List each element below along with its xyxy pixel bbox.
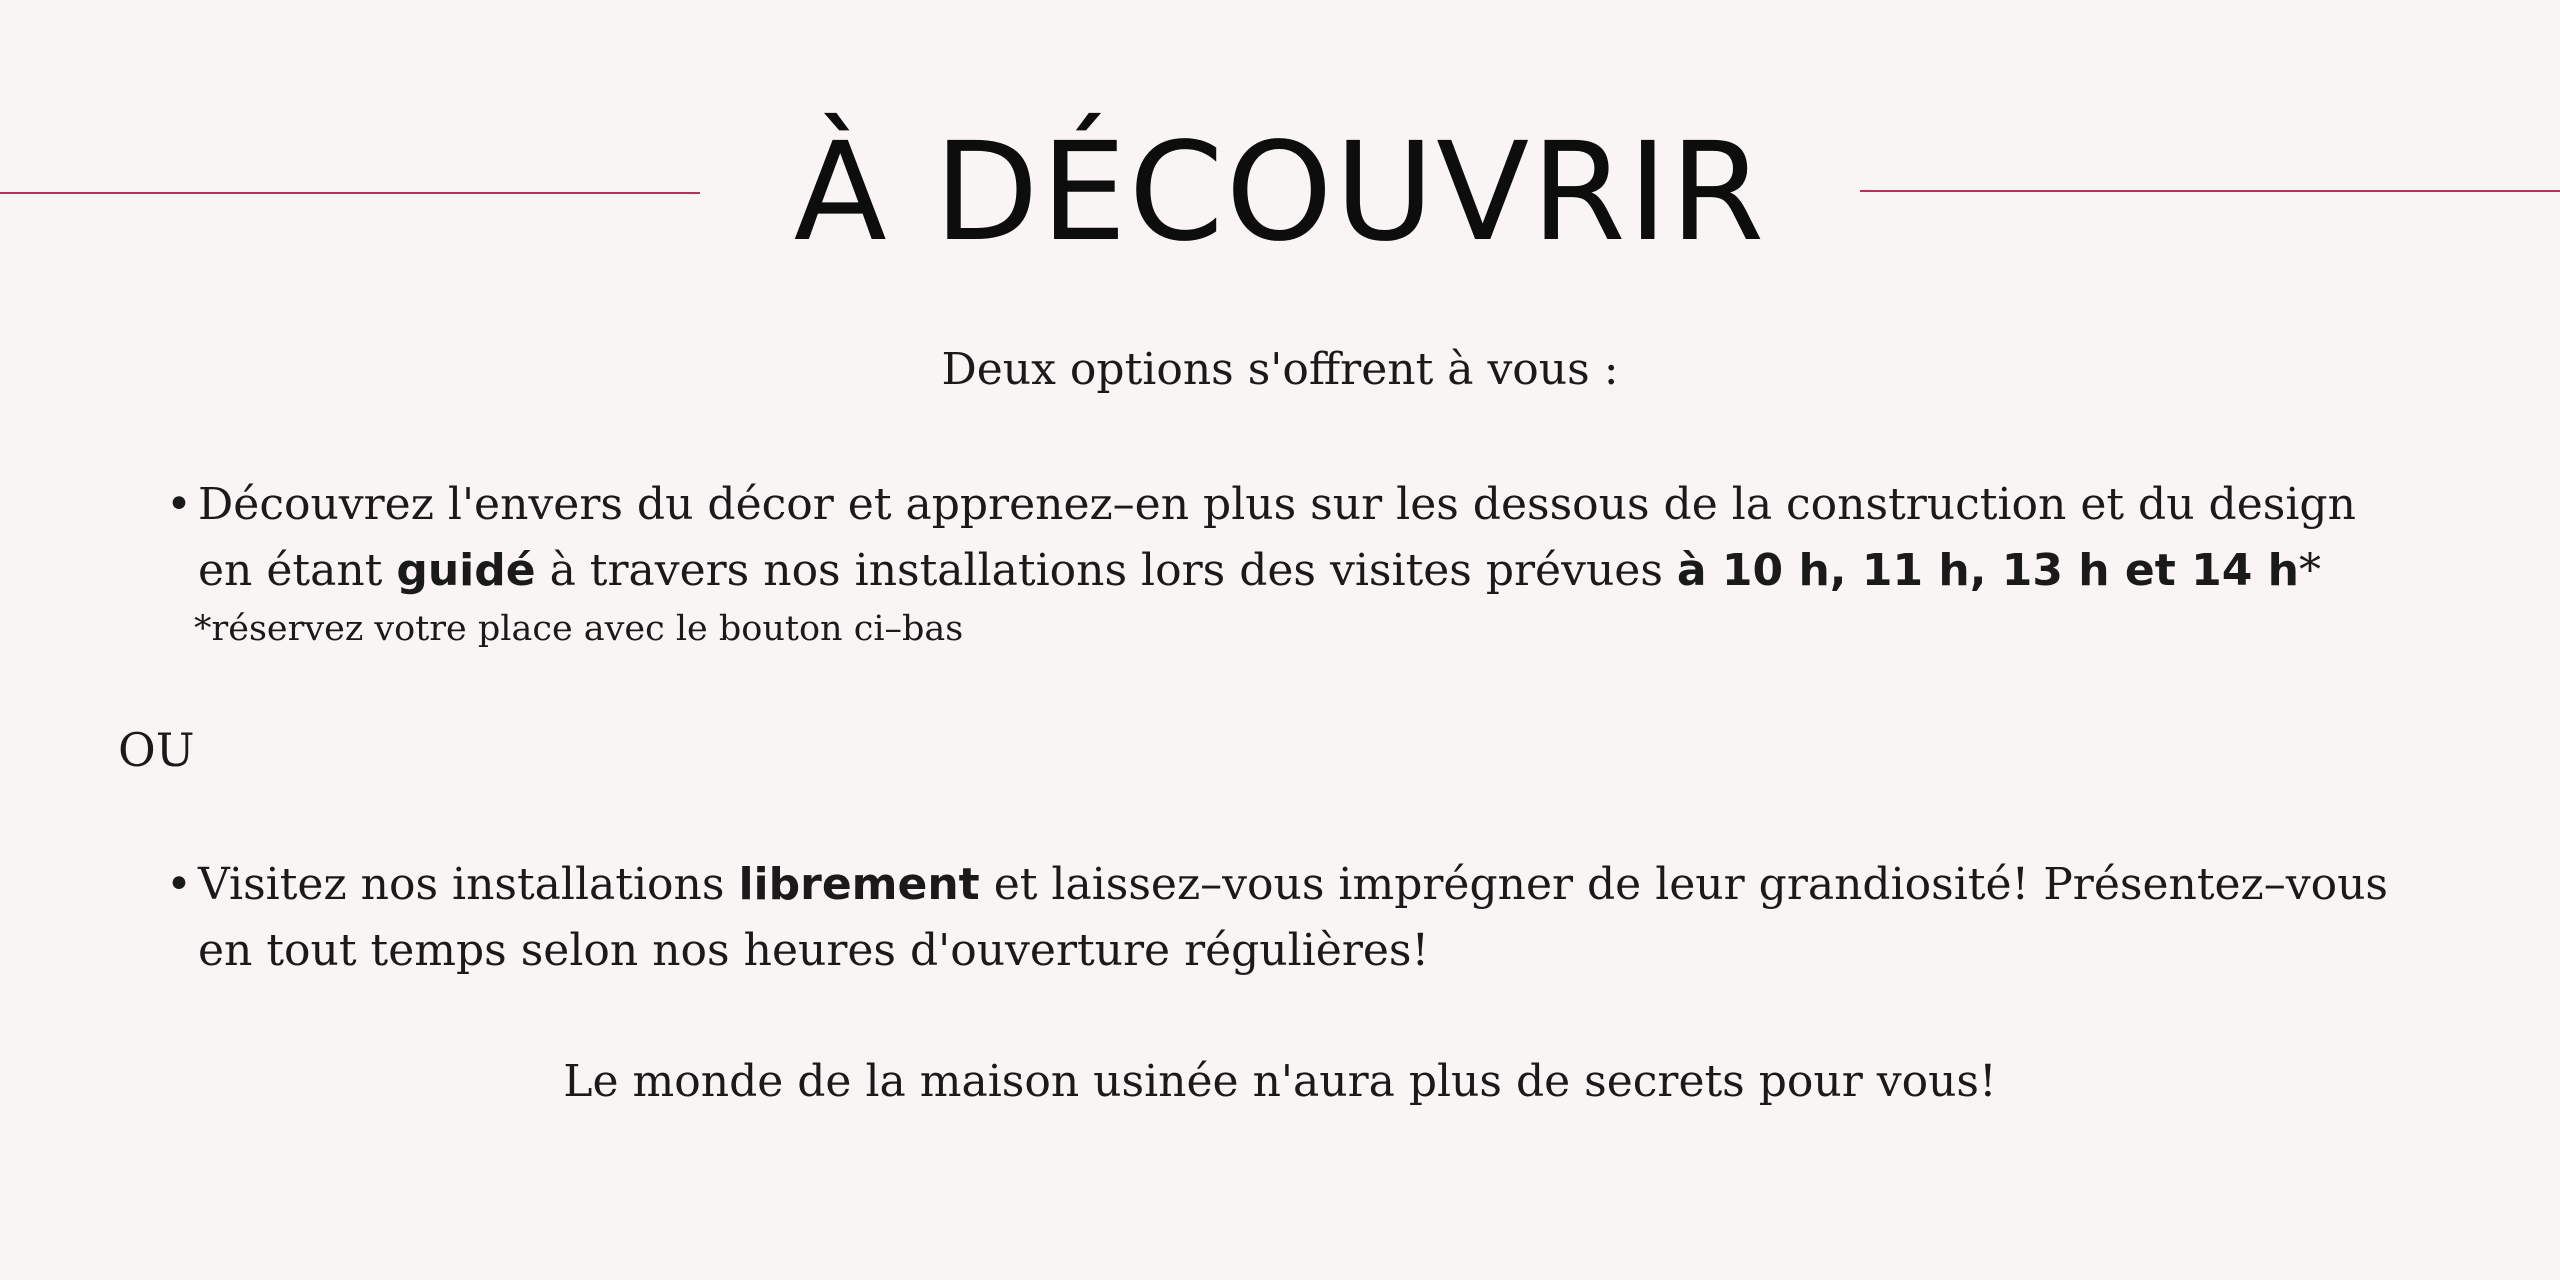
tour-times-asterisk: * <box>2299 545 2321 596</box>
intro-text: Deux options s'offrent à vous : <box>941 344 1619 395</box>
or-separator: OU <box>118 723 195 777</box>
option-guided-line2-middle: à travers nos installations lors des visites prévues <box>535 545 1677 596</box>
option-free-text <box>198 852 2538 984</box>
option-guided-text <box>198 472 2538 604</box>
page-title: À DÉCOUVRIR <box>793 114 1767 272</box>
reservation-note: *réservez votre place avec le bouton ci–bas <box>194 609 964 649</box>
option-guided-line2-start: en étant <box>198 545 397 596</box>
option-guided-line1: Découvrez l'envers du décor et apprenez–en plus sur les dessous de la construction et du design <box>198 479 2356 530</box>
option-guided-emphasis: guidé <box>396 545 536 596</box>
tour-times: à 10 h, 11 h, 13 h et 14 h <box>1676 545 2299 596</box>
closing-text: Le monde de la maison usinée n'aura plus de secrets pour vous! <box>563 1056 1997 1107</box>
option-free-emphasis: librement <box>738 859 980 910</box>
option-free-line2: en tout temps selon nos heures d'ouverture régulières! <box>198 925 1430 976</box>
option-free-line1-end: et laissez–vous imprégner de leur grandiosité! Présentez–vous <box>979 859 2389 910</box>
bullet-icon: • <box>166 479 192 530</box>
bullet-icon: • <box>166 859 192 910</box>
option-free-line1-start: Visitez nos installations <box>198 859 739 910</box>
